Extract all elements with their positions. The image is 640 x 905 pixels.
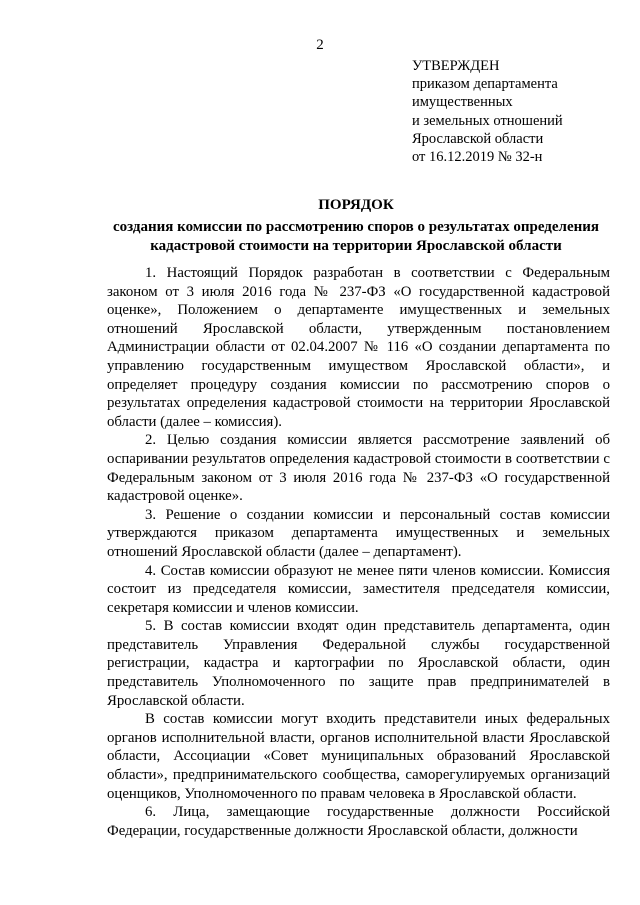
approval-line: УТВЕРЖДЕН bbox=[412, 58, 500, 74]
approval-line: от 16.12.2019 № 32-н bbox=[412, 149, 543, 166]
approval-stamp-block bbox=[412, 57, 632, 166]
document-title bbox=[104, 196, 608, 256]
approval-line: приказом департамента bbox=[412, 76, 558, 93]
approval-line: имущественных bbox=[412, 94, 513, 111]
paragraph-4: 4. Состав комиссии образуют не менее пяти членов комиссии. Комиссия состоит из председателя комиссии, заместителя председателя комиссии, секретаря комиссии и членов комиссии. bbox=[107, 562, 610, 616]
paragraph-6: 6. Лица, замещающие государственные должности Российской Федерации, государственные должности Ярославской области, должности bbox=[107, 804, 610, 839]
title-subtitle-line: создания комиссии по рассмотрению споров о результатах определения bbox=[112, 219, 600, 235]
paragraph-5: 5. В состав комиссии входят один представитель департамента, один представитель Управления Федеральной службы государственной регистрации, кадастра и картографии по Ярославской области, один представитель Уполномоченного по защите прав предпринимателей в Ярославской области. bbox=[107, 618, 610, 709]
paragraph-1: 1. Настоящий Порядок разработан в соответствии с Федеральным законом от 3 июля 2016 года № 237-ФЗ «О государственной кадастровой оценке», Положением о департаменте имущественных и земельных отношений Ярославской области, утвержденным постановлением Администрации области от 02.04.2007 № 116 «О создании департамента по управлению государственным имуществом Ярославской области», и определяет процедуру создания комиссии по рассмотрению споров о результатах определения кадастровой стоимости на территории Ярославской области (далее – комиссия). bbox=[107, 265, 610, 430]
title-heading: ПОРЯДОК bbox=[318, 197, 394, 213]
paragraph-3: 3. Решение о создании комиссии и персональный состав комиссии утверждаются приказом департамента имущественных и земельных отношений Ярославской области (далее – департамент). bbox=[107, 506, 610, 560]
approval-line: Ярославской области bbox=[412, 130, 544, 147]
approval-line: и земельных отношений bbox=[412, 112, 563, 129]
paragraph-5-continued: В состав комиссии могут входить представители иных федеральных органов исполнительной власти, органов исполнительной власти Ярославской области, Ассоциации «Совет муниципальных образований Ярославской области», предпринимательского сообщества, саморегулируемых организаций оценщиков, Уполномоченного по правам человека в Ярославской области. bbox=[107, 711, 610, 802]
document-body bbox=[107, 264, 610, 840]
title-subtitle-line: кадастровой стоимости на территории Ярославской области bbox=[150, 238, 562, 254]
page-number: 2 bbox=[316, 37, 324, 53]
paragraph-2: 2. Целью создания комиссии является рассмотрение заявлений об оспаривании результатов определения кадастровой стоимости в соответствии с Федеральным законом от 3 июля 2016 года № 237-ФЗ «О государственной кадастровой оценке». bbox=[107, 432, 610, 505]
